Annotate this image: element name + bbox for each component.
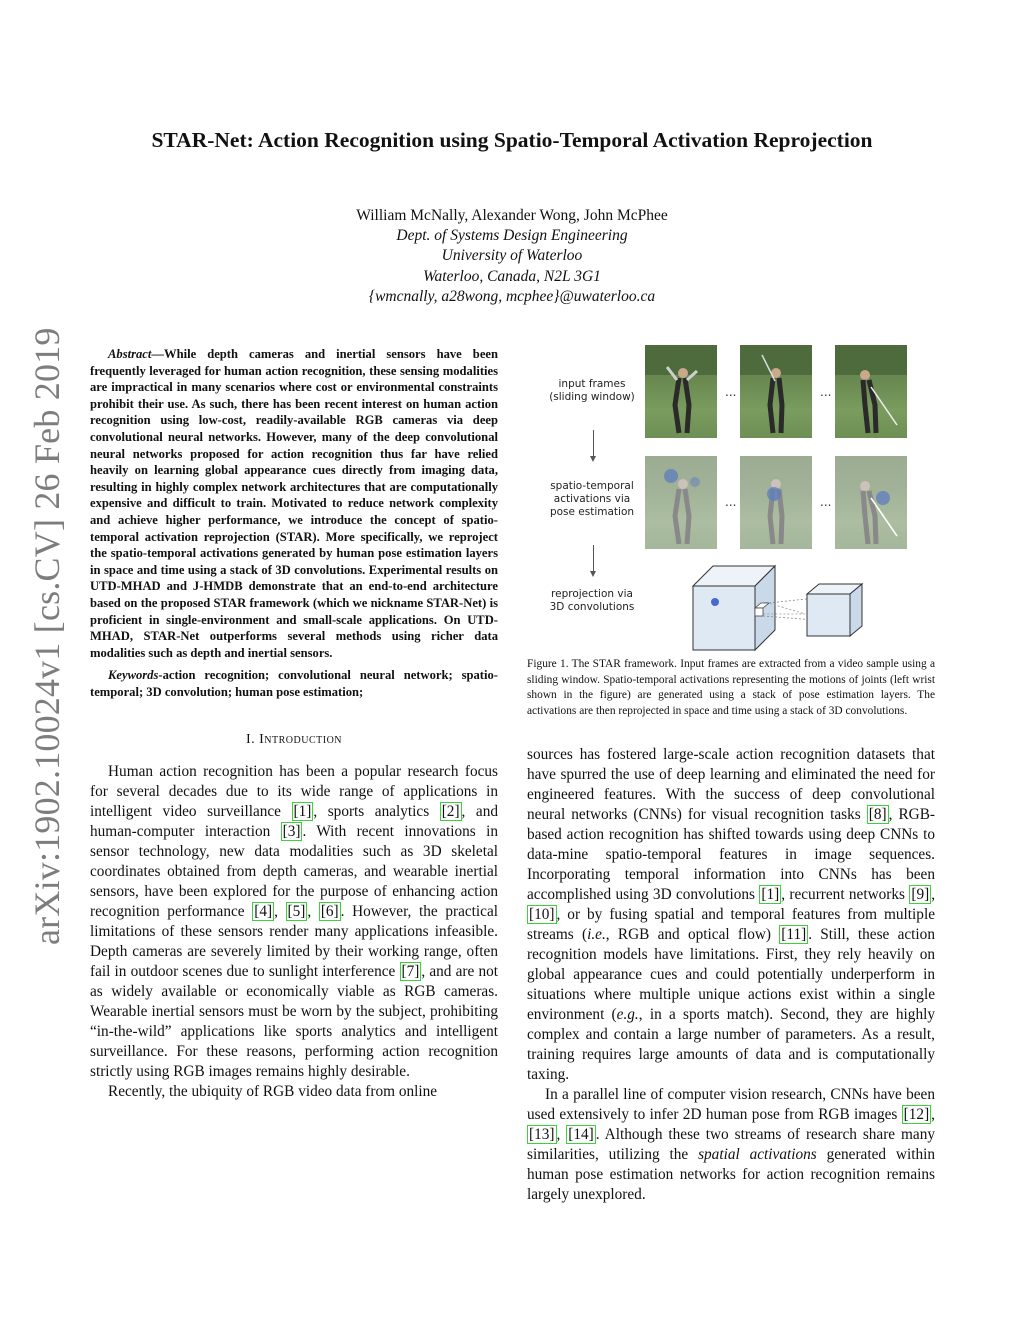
citation-link[interactable]: [12]: [903, 1106, 930, 1123]
citation-link[interactable]: [5]: [287, 903, 306, 921]
right-paragraph-1: sources has fostered large-scale action recognition datasets that have spurred the use of deep learning and eliminated the need for engineered features. With the success of deep convolutional neural networks (CNNs) for visual recognition tasks [8] , RGB-based action recognition has shifted towards using deep CNNs to data-mine spatio-temporal features in image sequences. Incorporating temporal information into CNNs has been accomplished using 3D convolutions [1] , recurrent networks [9] , [10] , or by fusing spatial and temporal features from multiple streams (i.e., RGB and optical flow) [11] . Still, these action recognition models have limitations. First, they rely heavily on global appearance cues and could potentially underperform in situations where multiple unique actions exist within a single environment (e.g., in a sports match). Second, they are highly complex and contain a large number of parameters. As a result, training requires large amounts of data and is computationally taxing.: [527, 746, 936, 1083]
ellipsis: ...: [725, 495, 737, 509]
intro-paragraph-1: Human action recognition has been a popular research focus for several decades due to its wide range of applications in intelligent video surveillance [1] , sports analytics [2] , and human-computer interaction [3] . With recent innovations in sensor technology, new data modalities such as 3D skeletal coordinates obtained from depth cameras, and wearable inertial sensors, have been explored for the purpose of enhancing action recognition performance [4] , [5] , [6] . However, the practical limitations of these sensors render many applications infeasible. Depth cameras are severely limited by their working range, often fail in outdoor scenes due to sunlight interference [7] , and are not as widely available or economically viable as RGB cameras. Wearable inertial sensors must be worn by the subject, prohibiting “in-the-wild” applications like sports analytics and intelligent surveillance. For these reasons, performing action recognition strictly using RGB images remains highly desirable.: [90, 763, 498, 1081]
citation-link[interactable]: [1]: [761, 886, 780, 903]
arxiv-identifier: arXiv:1902.10024v1 [cs.CV] 26 Feb 2019: [27, 327, 67, 945]
down-arrow-icon: [593, 545, 594, 575]
intro-paragraph-2: Recently, the ubiquity of RGB video data from online: [108, 1083, 438, 1101]
citation-link[interactable]: [9]: [911, 886, 930, 903]
author-block: [0, 206, 1024, 307]
citation-link[interactable]: [11]: [781, 926, 807, 943]
right-column: [527, 745, 935, 1205]
citation-link[interactable]: [4]: [254, 903, 273, 921]
citation-link[interactable]: [1]: [293, 803, 312, 821]
figure-label-activations: spatio-temporal activations via pose estimation: [549, 480, 635, 518]
figure-1: [527, 340, 937, 650]
figure-1-caption: Figure 1. The STAR framework. Input frames are extracted from a video sample using a sliding window. Spatio-temporal activations representing the motions of joints (left wrist shown in the figure) are generated using a stack of pose estimation layers. The activations are then reprojected in space and time using a stack of 3D convolutions.: [527, 658, 935, 717]
author-email: {wmcnally, a28wong, mcphee}@uwaterloo.ca: [368, 287, 656, 305]
right-paragraph-2: In a parallel line of computer vision research, CNNs have been used extensively to infer 2D human pose from RGB images [12] , [13] , [14] . Although these two streams of research share many similarities, utilizing the spatial activations generated within human pose estimation networks for action recognition remains largely unexplored.: [527, 1086, 935, 1203]
video-frame-image: [835, 345, 907, 438]
ellipsis: ...: [725, 385, 737, 399]
figure-label-input-frames: input frames (sliding window): [549, 378, 635, 403]
citation-link[interactable]: [14]: [568, 1126, 594, 1143]
citation-link[interactable]: [7]: [401, 963, 420, 981]
keywords-label: Keywords: [108, 668, 159, 683]
author-names: William McNally, Alexander Wong, John McPhee: [356, 207, 668, 224]
abstract-label: Abstract: [108, 347, 152, 361]
reprojection-cube-diagram: [685, 558, 915, 653]
ellipsis: ...: [820, 495, 832, 509]
citation-link[interactable]: [2]: [441, 803, 460, 821]
ellipsis: ...: [820, 385, 832, 399]
citation-link[interactable]: [13]: [529, 1126, 555, 1143]
author-location: Waterloo, Canada, N2L 3G1: [423, 267, 601, 285]
author-university: University of Waterloo: [441, 247, 583, 265]
citation-link[interactable]: [3]: [282, 823, 301, 841]
figure-label-reprojection: reprojection via 3D convolutions: [549, 588, 635, 613]
activation-frame-image: [835, 456, 907, 549]
down-arrow-icon: [593, 430, 594, 460]
citation-link[interactable]: [8]: [868, 806, 887, 823]
paper-title: STAR-Net: Action Recognition using Spatio-Temporal Activation Reprojection: [151, 128, 873, 152]
activation-frame-image: [645, 456, 717, 549]
citation-link[interactable]: [10]: [529, 906, 555, 923]
activation-frame-image: [740, 456, 812, 549]
abstract: [90, 346, 498, 661]
section-heading-introduction: I. Introduction: [245, 732, 343, 748]
keywords: [90, 667, 498, 700]
video-frame-image: [740, 345, 812, 438]
abstract-text: —While depth cameras and inertial sensors have been frequently leveraged for human action recognition, these sensing modalities are impractical in many scenarios where cost or environmental constraints prohibit their use. As such, there has been recent interest on human action recognition using low-cost, readily-available RGB cameras via deep convolutional neural networks. However, many of the deep convolutional neural networks proposed for action recognition thus far have relied heavily on learning global appearance cues directly from imaging data, resulting in highly complex network architectures that are computationally expensive and difficult to train. Motivated to reduce network complexity and achieve higher performance, we introduce the concept of spatio-temporal activation reprojection (STAR). More specifically, we reproject the spatio-temporal activations generated by human pose estimation layers in space and time using a stack of 3D convolutions. Experimental results on UTD-MHAD and J-HMDB demonstrate that an end-to-end architecture based on the proposed STAR framework (which we nickname STAR-Net) is proficient in single-environment and small-scale applications. On UTD-MHAD, STAR-Net outperforms several methods using richer data modalities such as depth and inertial sensors.: [90, 347, 498, 660]
left-column: [90, 346, 498, 1102]
keywords-text: -action recognition; convolutional neural network; spatio-temporal; 3D convolution; human pose estimation;: [90, 668, 498, 699]
author-department: Dept. of Systems Design Engineering: [396, 227, 628, 245]
citation-link[interactable]: [6]: [320, 903, 339, 921]
video-frame-image: [645, 345, 717, 438]
